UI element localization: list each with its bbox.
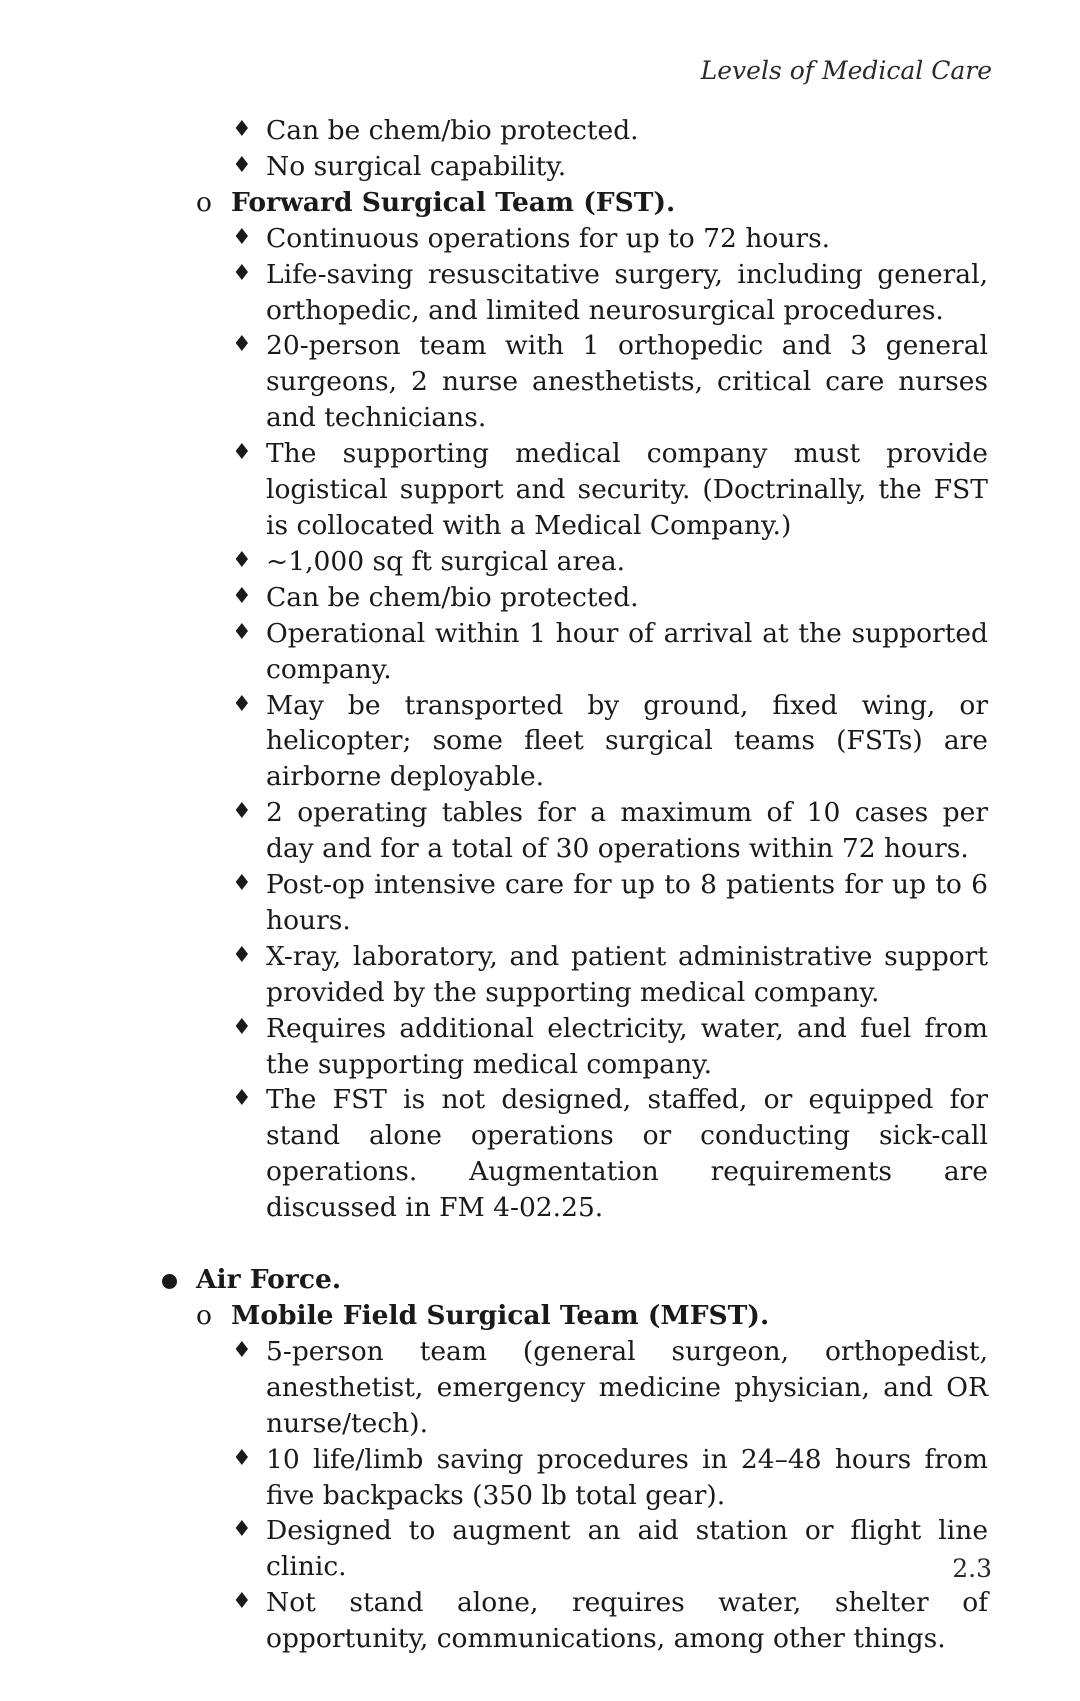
diamond-bullet-icon: ♦ [232, 871, 252, 897]
mfst-heading: o Mobile Field Surgical Team (MFST). [0, 1298, 1080, 1334]
list-item: ♦ 10 life/limb saving procedures in 24–48 hours from five backpacks (350 lb total gear). [266, 1442, 988, 1514]
diamond-bullet-icon: ♦ [232, 1589, 252, 1615]
list-item: ♦ No surgical capability. [266, 149, 988, 185]
diamond-bullet-icon: ♦ [232, 1014, 252, 1040]
list-item: ♦ 20-person team with 1 orthopedic and 3 general surgeons, 2 nurse anesthetists, critical care nurses and technicians. [266, 328, 988, 436]
list-item: ♦ X-ray, laboratory, and patient administrative support provided by the supporting medical company. [266, 939, 988, 1011]
list-item: ♦ 2 operating tables for a maximum of 10 cases per day and for a total of 30 operations within 72 hours. [266, 795, 988, 867]
circle-bullet-marker: o [196, 1300, 212, 1331]
list-item: ♦ 5-person team (general surgeon, orthopedist, anesthetist, emergency medicine physician, and OR nurse/tech). [266, 1334, 988, 1442]
filled-circle-bullet-icon [162, 1274, 177, 1289]
diamond-bullet-icon: ♦ [232, 440, 252, 466]
list-item: ♦ May be transported by ground, fixed wing, or helicopter; some fleet surgical teams (FSTs) are airborne deployable. [266, 688, 988, 796]
list-item: ♦ Not stand alone, requires water, shelter of opportunity, communications, among other things. [266, 1585, 988, 1657]
fst-heading: o Forward Surgical Team (FST). [0, 185, 1080, 221]
diamond-bullet-icon: ♦ [232, 1517, 252, 1543]
list-item: ♦ Can be chem/bio protected. [266, 113, 988, 149]
list-item: ♦ ~1,000 sq ft surgical area. [266, 544, 988, 580]
diamond-bullet-icon: ♦ [232, 583, 252, 609]
fst-list [0, 221, 988, 1226]
diamond-bullet-icon: ♦ [232, 260, 252, 286]
list-item: ♦ Requires additional electricity, water, and fuel from the supporting medical company. [266, 1011, 988, 1083]
diamond-bullet-icon: ♦ [232, 619, 252, 645]
diamond-bullet-icon: ♦ [232, 942, 252, 968]
diamond-bullet-icon: ♦ [232, 1445, 252, 1471]
diamond-bullet-icon: ♦ [232, 547, 252, 573]
page-number: 2.3 [952, 1554, 992, 1583]
list-item: ♦ Continuous operations for up to 72 hours. [266, 221, 988, 257]
page-content [0, 113, 1080, 1657]
list-item: ♦ Designed to augment an aid station or flight line clinic. [266, 1513, 988, 1585]
mfst-list [0, 1334, 988, 1657]
diamond-bullet-icon: ♦ [232, 224, 252, 250]
bullet-list-top [0, 113, 988, 185]
list-item: ♦ Post-op intensive care for up to 8 patients for up to 6 hours. [266, 867, 988, 939]
diamond-bullet-icon: ♦ [232, 332, 252, 358]
diamond-bullet-icon: ♦ [232, 1086, 252, 1112]
diamond-bullet-icon: ♦ [232, 691, 252, 717]
diamond-bullet-icon: ♦ [232, 799, 252, 825]
diamond-bullet-icon: ♦ [232, 152, 252, 178]
running-head: Levels of Medical Care [700, 56, 992, 85]
list-item: ♦ The supporting medical company must provide logistical support and security. (Doctrinally, the FST is collocated with a Medical Company.) [266, 436, 988, 544]
diamond-bullet-icon: ♦ [232, 117, 252, 142]
circle-bullet-marker: o [196, 186, 212, 218]
list-item: ♦ The FST is not designed, staffed, or equipped for stand alone operations or conducting sick-call operations. Augmentation requirements are discussed in FM 4-02.25. [266, 1082, 988, 1226]
air-force-heading: Air Force. [0, 1262, 1080, 1298]
list-item: ♦ Operational within 1 hour of arrival at the supported company. [266, 616, 988, 688]
list-item: ♦ Can be chem/bio protected. [266, 580, 988, 616]
diamond-bullet-icon: ♦ [232, 1337, 252, 1363]
list-item: ♦ Life-saving resuscitative surgery, including general, orthopedic, and limited neurosurgical procedures. [266, 257, 988, 329]
